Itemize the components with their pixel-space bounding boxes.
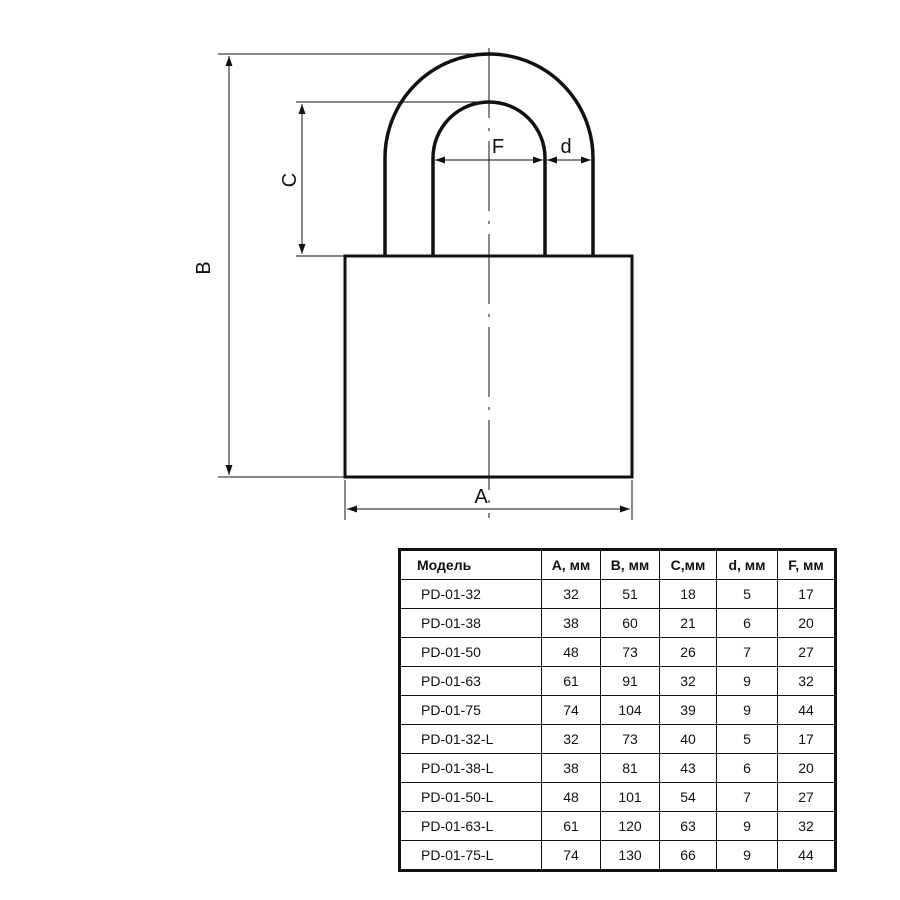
table-row — [400, 580, 836, 609]
cell-d: 7 — [717, 638, 778, 667]
cell-b: 101 — [601, 783, 660, 812]
table-row — [400, 667, 836, 696]
cell-f: 27 — [778, 783, 836, 812]
cell-b: 130 — [601, 841, 660, 871]
cell-c: 66 — [660, 841, 717, 871]
cell-a: 48 — [542, 783, 601, 812]
header-c: C,мм — [660, 550, 717, 580]
cell-a: 74 — [542, 696, 601, 725]
table-row — [400, 696, 836, 725]
table-row — [400, 754, 836, 783]
header-model: Модель — [400, 550, 542, 580]
cell-b: 51 — [601, 580, 660, 609]
cell-a: 32 — [542, 725, 601, 754]
cell-model: PD-01-32-L — [400, 725, 542, 754]
cell-d: 5 — [717, 580, 778, 609]
cell-c: 39 — [660, 696, 717, 725]
cell-b: 73 — [601, 725, 660, 754]
cell-f: 44 — [778, 696, 836, 725]
cell-c: 43 — [660, 754, 717, 783]
spec-table — [398, 548, 837, 872]
cell-c: 32 — [660, 667, 717, 696]
table-row — [400, 638, 836, 667]
cell-b: 81 — [601, 754, 660, 783]
cell-f: 17 — [778, 580, 836, 609]
dimension-label-f: F — [491, 136, 505, 158]
cell-f: 27 — [778, 638, 836, 667]
cell-a: 74 — [542, 841, 601, 871]
cell-b: 104 — [601, 696, 660, 725]
cell-b: 60 — [601, 609, 660, 638]
dimension-label-b: B — [193, 261, 215, 275]
cell-f: 32 — [778, 667, 836, 696]
cell-d: 9 — [717, 841, 778, 871]
cell-c: 63 — [660, 812, 717, 841]
cell-f: 32 — [778, 812, 836, 841]
table-row — [400, 812, 836, 841]
cell-a: 38 — [542, 609, 601, 638]
cell-c: 18 — [660, 580, 717, 609]
cell-f: 44 — [778, 841, 836, 871]
cell-a: 32 — [542, 580, 601, 609]
table-row — [400, 841, 836, 871]
cell-model: PD-01-50 — [400, 638, 542, 667]
cell-f: 17 — [778, 725, 836, 754]
header-b: B, мм — [601, 550, 660, 580]
cell-c: 21 — [660, 609, 717, 638]
cell-d: 6 — [717, 609, 778, 638]
cell-model: PD-01-63 — [400, 667, 542, 696]
dimension-c — [296, 102, 489, 256]
cell-d: 6 — [717, 754, 778, 783]
header-f: F, мм — [778, 550, 836, 580]
table-row — [400, 783, 836, 812]
cell-a: 61 — [542, 667, 601, 696]
cell-b: 120 — [601, 812, 660, 841]
cell-model: PD-01-75-L — [400, 841, 542, 871]
table-header-row — [400, 550, 836, 580]
cell-d: 9 — [717, 667, 778, 696]
header-a: A, мм — [542, 550, 601, 580]
table-row — [400, 725, 836, 754]
cell-c: 54 — [660, 783, 717, 812]
cell-a: 61 — [542, 812, 601, 841]
cell-model: PD-01-38 — [400, 609, 542, 638]
spec-table-container — [398, 548, 837, 872]
cell-a: 48 — [542, 638, 601, 667]
cell-d: 9 — [717, 812, 778, 841]
cell-model: PD-01-63-L — [400, 812, 542, 841]
cell-model: PD-01-75 — [400, 696, 542, 725]
header-d: d, мм — [717, 550, 778, 580]
cell-model: PD-01-32 — [400, 580, 542, 609]
cell-b: 73 — [601, 638, 660, 667]
cell-c: 40 — [660, 725, 717, 754]
cell-model: PD-01-38-L — [400, 754, 542, 783]
cell-f: 20 — [778, 609, 836, 638]
cell-model: PD-01-50-L — [400, 783, 542, 812]
dimension-label-c: C — [279, 172, 301, 188]
table-row — [400, 609, 836, 638]
cell-d: 5 — [717, 725, 778, 754]
dimension-label-d: d — [560, 136, 572, 158]
dimension-label-a: A — [474, 486, 488, 508]
cell-f: 20 — [778, 754, 836, 783]
cell-b: 91 — [601, 667, 660, 696]
cell-d: 7 — [717, 783, 778, 812]
cell-a: 38 — [542, 754, 601, 783]
cell-d: 9 — [717, 696, 778, 725]
cell-c: 26 — [660, 638, 717, 667]
